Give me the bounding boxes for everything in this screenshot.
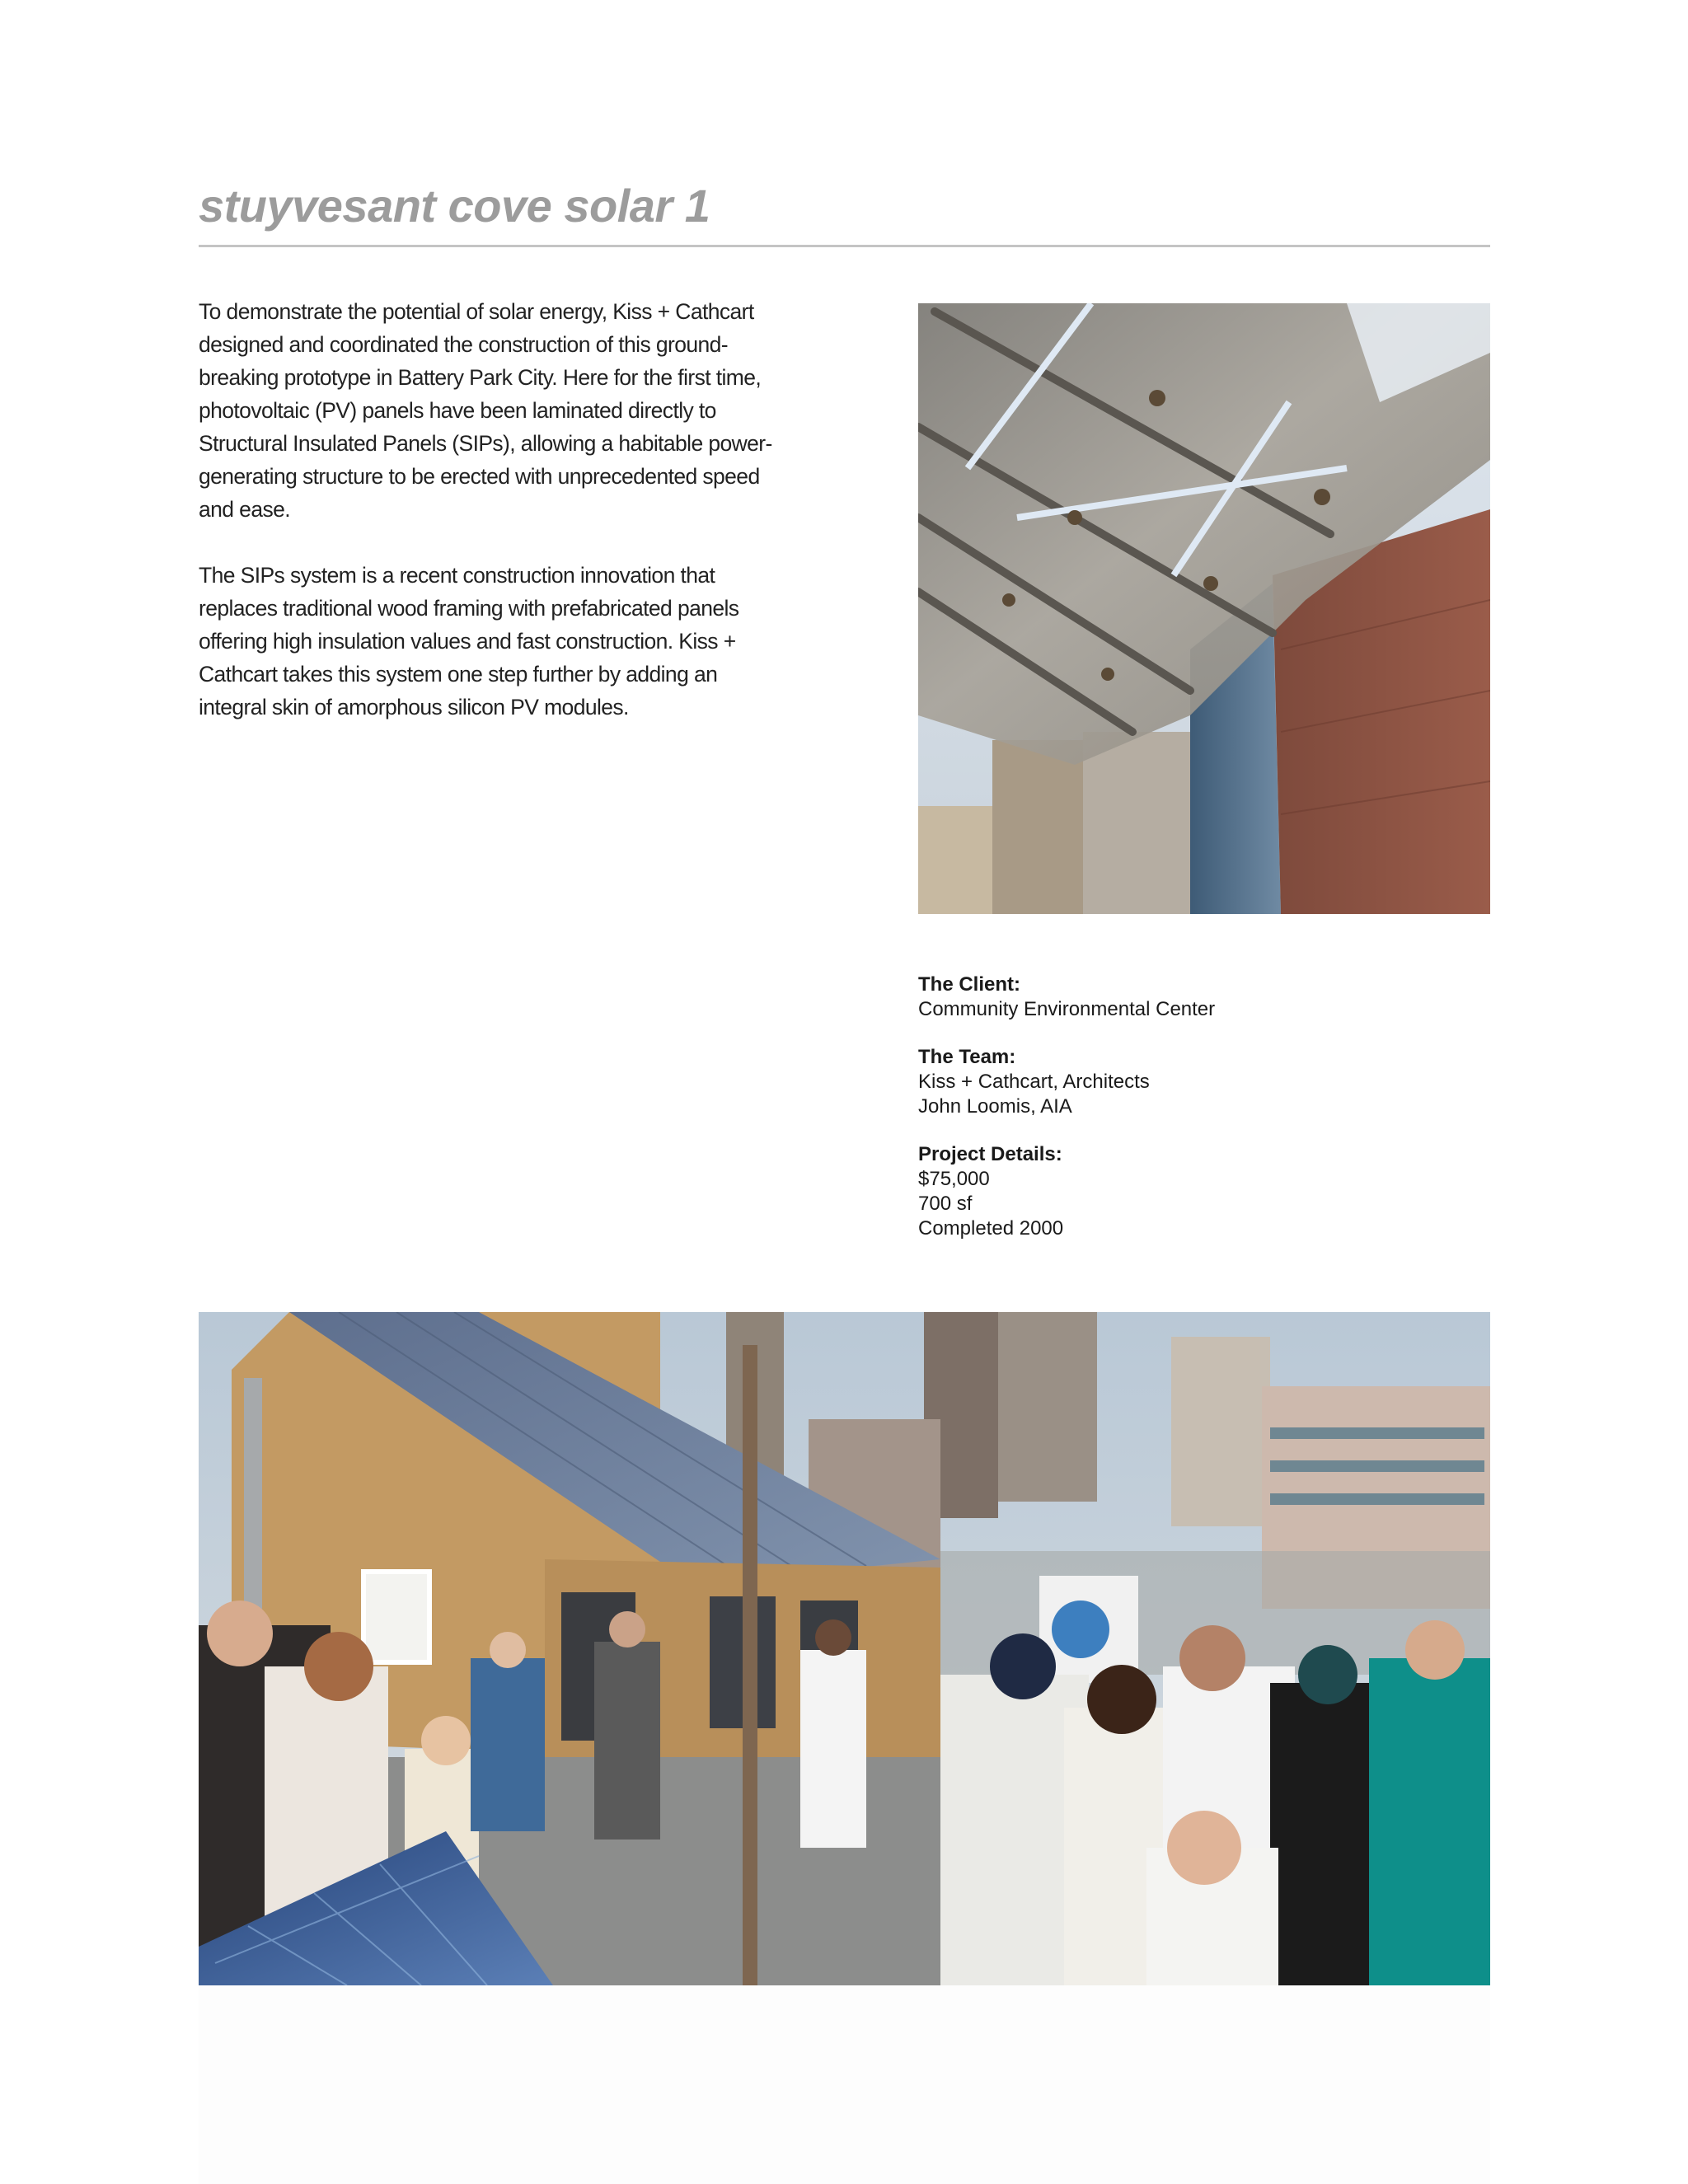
details-block [918, 1142, 1490, 1241]
detail-cost: $75,000 [918, 1168, 990, 1190]
page-title: stuyvesant cove solar 1 [199, 180, 710, 232]
client-block [918, 972, 1490, 1022]
client-name: Community Environmental Center [918, 998, 1216, 1020]
body-paragraph: To demonstrate the potential of solar energy, Kiss + Cathcart designed and coordinated the construction of this ground-breaking prototype in Battery Park City. Here for the first time, photovoltaic (PV) panels have been laminated directly to Structural Insulated Panels (SIPs), allowing a habitable power-generating structure to be erected with unprecedented speed and ease. [199, 299, 772, 522]
team-block [918, 1045, 1490, 1119]
detail-completion: Completed 2000 [918, 1217, 1064, 1240]
title-divider [199, 245, 1490, 247]
team-member: Kiss + Cathcart, Architects [918, 1071, 1150, 1093]
team-label: The Team: [918, 1046, 1016, 1068]
project-info [918, 972, 1490, 1264]
solar-house-photo [199, 1312, 1490, 1985]
details-label: Project Details: [918, 1143, 1062, 1165]
detail-area: 700 sf [918, 1193, 973, 1215]
body-text [199, 295, 776, 757]
team-member: John Loomis, AIA [918, 1095, 1072, 1118]
canopy-photo [918, 303, 1490, 914]
client-label: The Client: [918, 973, 1020, 996]
footer-area [199, 1985, 1490, 2184]
body-paragraph: The SIPs system is a recent construction innovation that replaces traditional wood framing with prefabricated panels offering high insulation values and fast construction. Kiss + Cathcart takes this system one step further by adding an integral skin of amorphous silicon PV modules. [199, 563, 739, 719]
